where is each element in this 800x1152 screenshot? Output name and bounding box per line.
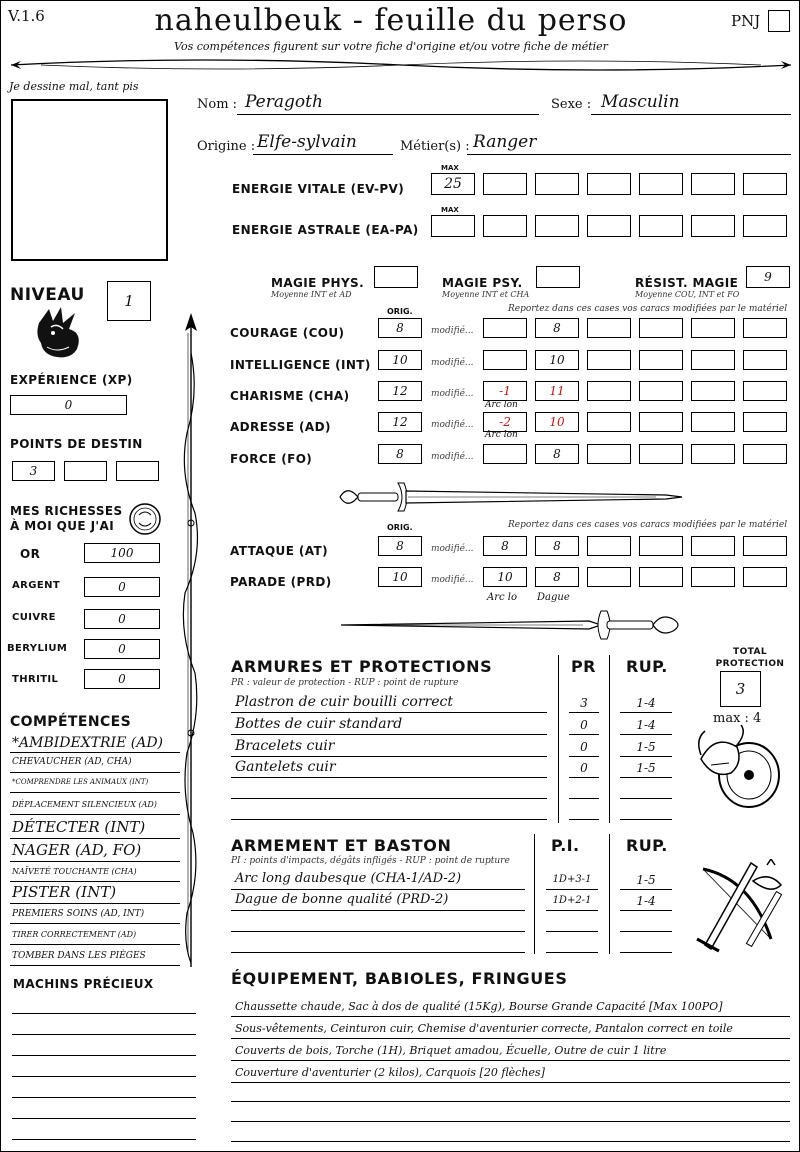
portrait-caption: Je dessine mal, tant pis bbox=[9, 80, 139, 93]
arme-name[interactable]: Dague de bonne qualité (PRD-2) bbox=[235, 892, 449, 907]
combat-mod-box[interactable]: 8 bbox=[535, 536, 579, 556]
ea-box[interactable] bbox=[587, 215, 631, 237]
nom-label: Nom : bbox=[197, 97, 238, 112]
armure-pr-line[interactable] bbox=[569, 798, 599, 799]
ev-box[interactable] bbox=[743, 173, 787, 195]
carac-orig-box[interactable]: 8 bbox=[378, 444, 422, 464]
arme-row-line bbox=[231, 910, 525, 911]
arme-pi[interactable]: 1D+2-1 bbox=[552, 895, 592, 906]
carac-orig-box[interactable]: 12 bbox=[378, 412, 422, 432]
armure-row-line bbox=[231, 756, 547, 757]
destin-box[interactable] bbox=[64, 461, 107, 481]
carac-mod-box[interactable]: 8 bbox=[535, 318, 579, 338]
magie-phys-note: Moyenne INT et AD bbox=[271, 290, 352, 299]
armement-note: PI : points d'impacts, dégâts infligés - RUP : point de rupture bbox=[231, 856, 510, 866]
competence-row[interactable]: PREMIERS SOINS (AD, INT) bbox=[10, 906, 180, 924]
total-label-2: PROTECTION bbox=[715, 659, 785, 669]
armure-rup[interactable]: 1-4 bbox=[636, 696, 656, 710]
arme-rup-line[interactable] bbox=[620, 952, 672, 953]
carac-mod-box[interactable]: -1 bbox=[483, 381, 527, 401]
armure-rup[interactable]: 1-5 bbox=[636, 761, 656, 775]
ev-label: ENERGIE VITALE (EV-PV) bbox=[232, 182, 405, 196]
arme-rup[interactable]: 1-4 bbox=[636, 894, 656, 908]
caracs-report-note: Reportez dans ces cases vos caracs modifiées par le matériel bbox=[508, 304, 788, 314]
competence-row[interactable]: PISTER (INT) bbox=[10, 883, 180, 904]
or-label: OR bbox=[20, 547, 41, 561]
machins-line[interactable] bbox=[12, 1034, 196, 1035]
competences-title: COMPÉTENCES bbox=[10, 714, 132, 730]
magie-phys-label: MAGIE PHYS. bbox=[271, 276, 365, 290]
machins-line[interactable] bbox=[12, 1139, 196, 1140]
total-label-1: TOTAL bbox=[733, 647, 767, 657]
armure-row-line bbox=[231, 777, 547, 778]
arme-pi-line[interactable] bbox=[546, 931, 598, 932]
carac-mod-box[interactable] bbox=[587, 444, 631, 464]
carac-mod-box[interactable] bbox=[691, 318, 735, 338]
armure-rup-line bbox=[620, 712, 672, 713]
cuivre-box[interactable]: 0 bbox=[84, 609, 160, 629]
resist-magie-note: Moyenne COU, INT et FO bbox=[635, 290, 740, 299]
carac-mod-box[interactable] bbox=[639, 444, 683, 464]
metier-value: Ranger bbox=[473, 132, 537, 152]
armure-name[interactable]: Gantelets cuir bbox=[235, 759, 336, 775]
argent-label: ARGENT bbox=[12, 580, 61, 591]
carac-mod-box[interactable] bbox=[639, 412, 683, 432]
arme-row-line[interactable] bbox=[231, 931, 525, 932]
carac-mod-box[interactable] bbox=[743, 444, 787, 464]
destin-box[interactable] bbox=[116, 461, 159, 481]
competence-row[interactable]: NAGER (AD, FO) bbox=[10, 841, 180, 862]
armures-note: PR : valeur de protection - RUP : point de rupture bbox=[231, 678, 459, 688]
resist-magie-box[interactable]: 9 bbox=[746, 266, 790, 288]
ev-box[interactable] bbox=[639, 173, 683, 195]
armure-pr[interactable]: 0 bbox=[580, 718, 588, 732]
combat-mod-box[interactable]: 8 bbox=[483, 536, 527, 556]
armure-pr-line[interactable] bbox=[569, 819, 599, 820]
combat-label: ATTAQUE (AT) bbox=[230, 544, 328, 558]
armures-col-pr: PR bbox=[571, 657, 596, 676]
modifie-label: modifié... bbox=[431, 358, 474, 368]
machins-line[interactable] bbox=[12, 1055, 196, 1056]
carac-mod-box[interactable] bbox=[743, 318, 787, 338]
combat-mod-box[interactable] bbox=[743, 567, 787, 587]
combat-mod-box[interactable] bbox=[587, 567, 631, 587]
helmet-shield-icon bbox=[693, 725, 785, 811]
equipement-line[interactable] bbox=[231, 1101, 790, 1102]
carac-mod-box[interactable] bbox=[691, 350, 735, 370]
competence-row[interactable]: *AMBIDEXTRIE (AD) bbox=[10, 733, 180, 753]
destin-label: POINTS DE DESTIN bbox=[10, 437, 143, 451]
arme-row-line bbox=[231, 889, 525, 890]
berylium-label: BERYLIUM bbox=[7, 643, 68, 654]
nom-field[interactable] bbox=[237, 93, 539, 115]
staff-ornament bbox=[179, 313, 203, 967]
carac-label: ADRESSE (AD) bbox=[230, 420, 331, 434]
pnj-checkbox[interactable] bbox=[768, 10, 790, 32]
combat-orig-box[interactable]: 8 bbox=[378, 536, 422, 556]
niveau-label: NIVEAU bbox=[10, 285, 85, 305]
armement-divider bbox=[534, 834, 535, 954]
armure-rup-line bbox=[620, 756, 672, 757]
machins-line[interactable] bbox=[12, 1076, 196, 1077]
modifie-label: modifié... bbox=[431, 544, 474, 554]
destin-box[interactable]: 3 bbox=[12, 461, 55, 481]
armure-pr-line bbox=[569, 712, 599, 713]
total-max: max : 4 bbox=[713, 711, 762, 726]
carac-mod-box[interactable]: -2 bbox=[483, 412, 527, 432]
machins-line[interactable] bbox=[12, 1118, 196, 1119]
ea-box[interactable] bbox=[639, 215, 683, 237]
arme-row-line[interactable] bbox=[231, 952, 525, 953]
equipement-line[interactable] bbox=[231, 1141, 790, 1142]
sexe-label: Sexe : bbox=[551, 97, 592, 112]
metier-label: Métier(s) : bbox=[400, 139, 470, 154]
carac-mod-box[interactable] bbox=[587, 318, 631, 338]
origine-label: Origine : bbox=[197, 139, 256, 154]
combat-col2-caption: Dague bbox=[537, 592, 570, 603]
armure-pr-line bbox=[569, 777, 599, 778]
berylium-box[interactable]: 0 bbox=[84, 639, 160, 659]
carac-label: COURAGE (COU) bbox=[230, 326, 345, 340]
arme-pi-line bbox=[546, 889, 598, 890]
ea-box[interactable] bbox=[483, 215, 527, 237]
armure-pr[interactable]: 3 bbox=[580, 696, 588, 710]
armure-name[interactable]: Plastron de cuir bouilli correct bbox=[235, 694, 453, 710]
equipement-line[interactable] bbox=[231, 1066, 790, 1083]
competence-row[interactable]: DÉPLACEMENT SILENCIEUX (AD) bbox=[10, 798, 180, 815]
equipement-item: Couverture d'aventurier (2 kilos), Carquois [20 flèches] bbox=[235, 1066, 545, 1079]
thritil-label: THRITIL bbox=[12, 674, 59, 685]
modifie-label: modifié... bbox=[431, 452, 474, 462]
armures-divider bbox=[558, 655, 559, 823]
modifie-label: modifié... bbox=[431, 420, 474, 430]
armure-rup[interactable]: 1-4 bbox=[636, 718, 656, 732]
armure-pr[interactable]: 0 bbox=[580, 761, 588, 775]
ea-box[interactable] bbox=[535, 215, 579, 237]
portrait-box[interactable] bbox=[11, 99, 168, 261]
ev-max-label: MAX bbox=[441, 164, 459, 172]
combat-report-note: Reportez dans ces cases vos caracs modifiées par le matériel bbox=[508, 520, 788, 530]
or-box[interactable]: 100 bbox=[84, 543, 160, 563]
dragon-icon bbox=[31, 303, 87, 363]
sheet-subtitle: Vos compétences figurent sur votre fiche d'origine et/ou votre fiche de métier bbox=[174, 40, 608, 53]
armure-pr-line bbox=[569, 756, 599, 757]
carac-mod-box[interactable] bbox=[483, 444, 527, 464]
carac-mod-box[interactable] bbox=[691, 444, 735, 464]
carac-mod-box[interactable] bbox=[691, 412, 735, 432]
sword-icon bbox=[339, 607, 685, 643]
combat-label: PARADE (PRD) bbox=[230, 575, 332, 589]
arme-rup-line bbox=[620, 889, 672, 890]
cuivre-label: CUIVRE bbox=[12, 612, 56, 623]
arme-pi[interactable]: 1D+3-1 bbox=[552, 874, 592, 885]
carac-label: FORCE (FO) bbox=[230, 452, 313, 466]
equipement-line[interactable] bbox=[231, 1022, 790, 1039]
sword-icon bbox=[336, 479, 686, 515]
sexe-field[interactable] bbox=[591, 93, 791, 115]
ea-label: ENERGIE ASTRALE (EA-PA) bbox=[232, 223, 419, 237]
modifie-label: modifié... bbox=[431, 326, 474, 336]
armures-title: ARMURES ET PROTECTIONS bbox=[231, 657, 493, 676]
combat-mod-box[interactable] bbox=[691, 536, 735, 556]
machins-line[interactable] bbox=[12, 1013, 196, 1014]
xp-box[interactable]: 0 bbox=[10, 395, 127, 415]
ev-box[interactable] bbox=[483, 173, 527, 195]
armures-divider bbox=[609, 655, 610, 823]
carac-orig-box[interactable]: 12 bbox=[378, 381, 422, 401]
magie-psy-box[interactable] bbox=[536, 266, 580, 288]
equipement-line[interactable] bbox=[231, 1044, 790, 1061]
sheet-title: naheulbeuk - feuille du perso bbox=[154, 3, 628, 38]
richesses-label-2: À MOI QUE J'AI bbox=[10, 519, 115, 533]
ea-max-box[interactable] bbox=[431, 215, 475, 237]
coin-icon bbox=[127, 501, 163, 537]
thritil-box[interactable]: 0 bbox=[84, 669, 160, 689]
equipement-line[interactable] bbox=[231, 1121, 790, 1122]
carac-mod-box[interactable] bbox=[483, 350, 527, 370]
combat-mod-box[interactable] bbox=[691, 567, 735, 587]
ev-max-box[interactable]: 25 bbox=[431, 173, 475, 195]
version-label: V.1.6 bbox=[8, 7, 45, 25]
equipement-title: ÉQUIPEMENT, BABIOLES, FRINGUES bbox=[231, 969, 568, 988]
ea-max-label: MAX bbox=[441, 206, 459, 214]
carac-mod-box[interactable]: 10 bbox=[535, 412, 579, 432]
armement-col-pi: P.I. bbox=[551, 836, 580, 855]
armure-rup-line bbox=[620, 777, 672, 778]
equipement-item: Sous-vêtements, Ceinturon cuir, Chemise d'aventurier correcte, Pantalon correct en toile bbox=[235, 1022, 733, 1035]
richesses-label-1: MES RICHESSES bbox=[10, 504, 123, 518]
caracs-orig-label: ORIG. bbox=[387, 307, 413, 316]
carac-mod-note: Arc lon bbox=[485, 400, 518, 410]
origine-field[interactable] bbox=[253, 133, 393, 155]
carac-mod-box[interactable] bbox=[743, 381, 787, 401]
carac-mod-box[interactable] bbox=[639, 318, 683, 338]
carac-mod-box[interactable] bbox=[639, 381, 683, 401]
machins-title: MACHINS PRÉCIEUX bbox=[13, 977, 154, 991]
carac-mod-note: Arc lon bbox=[485, 430, 518, 440]
magie-psy-note: Moyenne INT et CHA bbox=[442, 290, 530, 299]
combat-mod-box[interactable]: 10 bbox=[483, 567, 527, 587]
combat-mod-box[interactable] bbox=[743, 536, 787, 556]
arme-rup[interactable]: 1-5 bbox=[636, 873, 656, 887]
niveau-box[interactable]: 1 bbox=[107, 281, 151, 321]
carac-mod-box[interactable] bbox=[743, 412, 787, 432]
competence-row[interactable]: DÉTECTER (INT) bbox=[10, 818, 180, 839]
magie-psy-label: MAGIE PSY. bbox=[442, 276, 523, 290]
equipement-item: Couverts de bois, Torche (1H), Briquet amadou, Écuelle, Outre de cuir 1 litre bbox=[235, 1044, 667, 1057]
armement-divider bbox=[609, 834, 610, 954]
carac-mod-box[interactable] bbox=[483, 318, 527, 338]
armure-rup[interactable]: 1-5 bbox=[636, 740, 656, 754]
argent-box[interactable]: 0 bbox=[84, 577, 160, 597]
armure-rup-line[interactable] bbox=[620, 798, 672, 799]
weapons-icon bbox=[691, 859, 787, 959]
combat-col1-caption: Arc lo bbox=[487, 592, 517, 603]
arme-pi-line[interactable] bbox=[546, 952, 598, 953]
armure-row-line bbox=[231, 712, 547, 713]
carac-label: INTELLIGENCE (INT) bbox=[230, 358, 371, 372]
arme-name[interactable]: Arc long daubesque (CHA-1/AD-2) bbox=[235, 871, 462, 886]
modifie-label: modifié... bbox=[431, 575, 474, 585]
magie-phys-box[interactable] bbox=[374, 266, 418, 288]
origine-value: Elfe-sylvain bbox=[257, 132, 357, 152]
carac-mod-box[interactable] bbox=[587, 381, 631, 401]
armure-pr-line bbox=[569, 734, 599, 735]
combat-mod-box[interactable]: 8 bbox=[535, 567, 579, 587]
carac-mod-box[interactable]: 10 bbox=[535, 350, 579, 370]
armure-rup-line bbox=[620, 734, 672, 735]
pnj-label: PNJ bbox=[731, 12, 761, 30]
combat-mod-box[interactable] bbox=[587, 536, 631, 556]
carac-mod-box[interactable]: 11 bbox=[535, 381, 579, 401]
resist-magie-label: RÉSIST. MAGIE bbox=[635, 276, 739, 290]
ea-box[interactable] bbox=[743, 215, 787, 237]
armures-col-rup: RUP. bbox=[626, 657, 668, 676]
header-flourish bbox=[1, 53, 800, 77]
carac-orig-box[interactable]: 10 bbox=[378, 350, 422, 370]
sexe-value: Masculin bbox=[601, 92, 680, 112]
armure-row-line[interactable] bbox=[231, 798, 547, 799]
armure-row-line bbox=[231, 734, 547, 735]
arme-pi-line bbox=[546, 910, 598, 911]
carac-mod-box[interactable]: 8 bbox=[535, 444, 579, 464]
carac-mod-box[interactable] bbox=[587, 412, 631, 432]
carac-label: CHARISME (CHA) bbox=[230, 389, 350, 403]
competence-row[interactable]: TOMBER DANS LES PIÈGES bbox=[10, 948, 180, 966]
armure-name[interactable]: Bracelets cuir bbox=[235, 738, 335, 754]
arme-rup-line bbox=[620, 910, 672, 911]
armure-pr[interactable]: 0 bbox=[580, 740, 588, 754]
equipement-item: Chaussette chaude, Sac à dos de qualité (15Kg), Bourse Grande Capacité [Max 100PO] bbox=[235, 1000, 723, 1013]
combat-mod-box[interactable] bbox=[639, 536, 683, 556]
ev-box[interactable] bbox=[587, 173, 631, 195]
armure-rup-line[interactable] bbox=[620, 819, 672, 820]
carac-mod-box[interactable] bbox=[587, 350, 631, 370]
xp-label: EXPÉRIENCE (XP) bbox=[10, 373, 133, 387]
combat-mod-box[interactable] bbox=[639, 567, 683, 587]
modifie-label: modifié... bbox=[431, 389, 474, 399]
carac-mod-box[interactable] bbox=[639, 350, 683, 370]
armement-title: ARMEMENT ET BASTON bbox=[231, 836, 452, 855]
equipement-line[interactable] bbox=[231, 1000, 790, 1017]
metier-field[interactable] bbox=[467, 133, 791, 155]
ea-box[interactable] bbox=[691, 215, 735, 237]
arme-rup-line[interactable] bbox=[620, 931, 672, 932]
carac-mod-box[interactable] bbox=[743, 350, 787, 370]
carac-orig-box[interactable]: 8 bbox=[378, 318, 422, 338]
total-protection-box[interactable]: 3 bbox=[720, 671, 761, 707]
armement-col-rup: RUP. bbox=[626, 836, 668, 855]
combat-orig-box[interactable]: 10 bbox=[378, 567, 422, 587]
machins-line[interactable] bbox=[12, 1097, 196, 1098]
nom-value: Peragoth bbox=[245, 92, 323, 112]
combat-orig-label: ORIG. bbox=[387, 523, 413, 532]
competence-row[interactable]: NAÏVETÉ TOUCHANTE (CHA) bbox=[10, 864, 180, 882]
carac-mod-box[interactable] bbox=[691, 381, 735, 401]
ev-box[interactable] bbox=[535, 173, 579, 195]
competence-row[interactable]: CHEVAUCHER (AD, CHA) bbox=[10, 755, 180, 773]
competence-row[interactable]: TIRER CORRECTEMENT (AD) bbox=[10, 927, 180, 945]
competence-row[interactable]: *COMPRENDRE LES ANIMAUX (INT) bbox=[10, 776, 180, 793]
ev-box[interactable] bbox=[691, 173, 735, 195]
armure-row-line[interactable] bbox=[231, 819, 547, 820]
armure-name[interactable]: Bottes de cuir standard bbox=[235, 716, 403, 732]
